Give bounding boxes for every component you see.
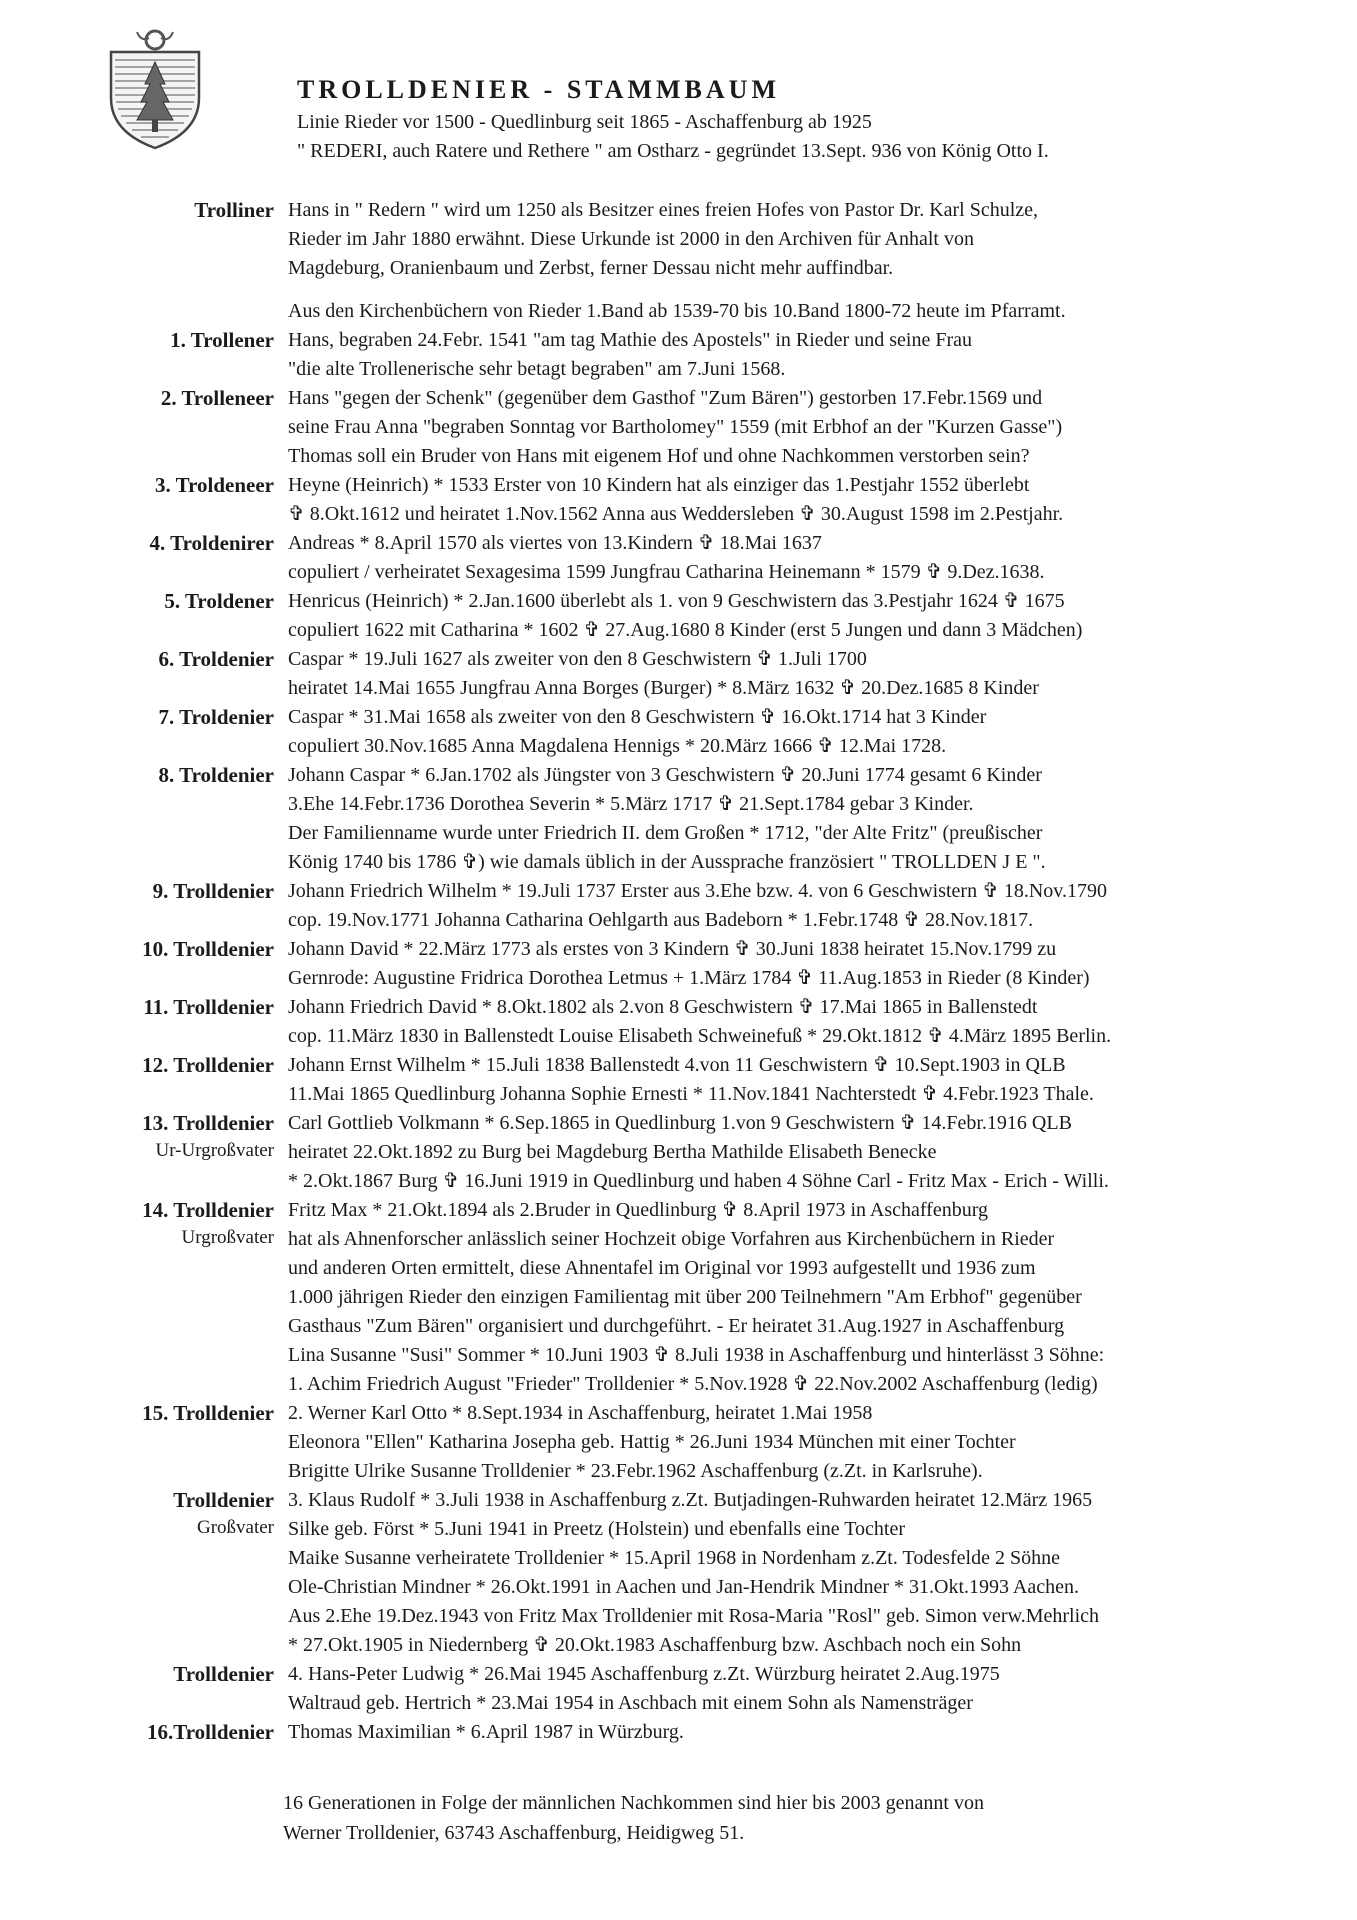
generation-role: Großvater bbox=[196, 1517, 274, 1538]
entry-line: Magdeburg, Oranienbaum und Zerbst, ferner Dessau nicht mehr auffindbar. bbox=[288, 257, 894, 279]
entry-generation-3 bbox=[0, 471, 1357, 529]
entry-line: Thomas soll ein Bruder von Hans mit eigenem Hof und ohne Nachkommen verstorben sein? bbox=[288, 445, 1030, 467]
entry-generation-6 bbox=[0, 645, 1357, 703]
entry-line: * 2.Okt.1867 Burg ✞ 16.Juni 1919 in Quedlinburg und haben 4 Söhne Carl - Fritz Max - Erich - Willi. bbox=[288, 1170, 1109, 1192]
entry-line: Johann David * 22.März 1773 als erstes von 3 Kindern ✞ 30.Juni 1838 heiratet 15.Nov.1799 zu bbox=[288, 938, 1057, 960]
generation-label: 2. Trolleneer bbox=[160, 386, 274, 410]
entry-generation-5 bbox=[0, 587, 1357, 645]
subtitle-line: Linie Rieder vor 1500 - Quedlinburg seit 1865 - Aschaffenburg ab 1925 bbox=[297, 111, 872, 133]
document-header bbox=[297, 72, 1337, 166]
entry-line: Caspar * 19.Juli 1627 als zweiter von den 8 Geschwistern ✞ 1.Juli 1700 bbox=[288, 648, 867, 670]
entry-line: 3. Klaus Rudolf * 3.Juli 1938 in Aschaffenburg z.Zt. Butjadingen-Ruhwarden heiratet 12.März 1965 bbox=[288, 1489, 1093, 1511]
entry-generation-15-hans-peter bbox=[0, 1660, 1357, 1718]
entry-line: ✞ 8.Okt.1612 und heiratet 1.Nov.1562 Anna aus Weddersleben ✞ 30.August 1598 im 2.Pestjahr. bbox=[288, 503, 1064, 525]
generation-label: 7. Troldenier bbox=[158, 705, 274, 729]
entry-line: Henricus (Heinrich) * 2.Jan.1600 überlebt als 1. von 9 Geschwistern das 3.Pestjahr 1624 ✞ 1675 bbox=[288, 590, 1065, 612]
entry-line: Thomas Maximilian * 6.April 1987 in Würzburg. bbox=[288, 1721, 684, 1743]
generation-label: 11. Trolldenier bbox=[143, 995, 274, 1019]
entry-line: Eleonora "Ellen" Katharina Josepha geb. Hattig * 26.Juni 1934 München mit einer Tochter bbox=[288, 1431, 1016, 1453]
entry-generation-12 bbox=[0, 1051, 1357, 1109]
footer-line: 16 Generationen in Folge der männlichen Nachkommen sind hier bis 2003 genannt von bbox=[283, 1792, 984, 1814]
entry-generation-1 bbox=[0, 326, 1357, 384]
entry-line: copuliert / verheiratet Sexagesima 1599 Jungfrau Catharina Heinemann * 1579 ✞ 9.Dez.1638. bbox=[288, 561, 1045, 583]
page-title: TROLLDENIER - STAMMBAUM bbox=[297, 75, 780, 104]
entry-generation-9 bbox=[0, 877, 1357, 935]
entry-line: Brigitte Ulrike Susanne Trolldenier * 23.Febr.1962 Aschaffenburg (z.Zt. in Karlsruhe). bbox=[288, 1460, 983, 1482]
entry-generation-2 bbox=[0, 384, 1357, 471]
document-footer bbox=[283, 1788, 1333, 1848]
generation-label: 15. Trolldenier bbox=[142, 1401, 274, 1425]
entry-line: Fritz Max * 21.Okt.1894 als 2.Bruder in Quedlinburg ✞ 8.April 1973 in Aschaffenburg bbox=[288, 1199, 989, 1221]
entry-line: heiratet 22.Okt.1892 zu Burg bei Magdeburg Bertha Mathilde Elisabeth Benecke bbox=[288, 1141, 937, 1163]
entry-line: Johann Friedrich David * 8.Okt.1802 als 2.von 8 Geschwistern ✞ 17.Mai 1865 in Ballenstedt bbox=[288, 996, 1038, 1018]
generation-role: Urgroßvater bbox=[181, 1227, 274, 1248]
entry-trolliner bbox=[0, 196, 1357, 283]
entry-line: Heyne (Heinrich) * 1533 Erster von 10 Kindern hat als einziger das 1.Pestjahr 1552 überlebt bbox=[288, 474, 1030, 496]
entry-line: und anderen Orten ermittelt, diese Ahnentafel im Original vor 1993 aufgestellt und 1936 zum bbox=[288, 1257, 1036, 1279]
family-crest-icon bbox=[105, 28, 205, 150]
entry-generation-10 bbox=[0, 935, 1357, 993]
entry-line: Gasthaus "Zum Bären" organisiert und durchgeführt. - Er heiratet 31.Aug.1927 in Aschaffenburg bbox=[288, 1315, 1065, 1337]
generation-label: Trolliner bbox=[194, 198, 274, 222]
entry-line: "die alte Trollenerische sehr betagt begraben" am 7.Juni 1568. bbox=[288, 358, 786, 380]
family-tree-entries bbox=[0, 196, 1357, 1747]
entry-line: Waltraud geb. Hertrich * 23.Mai 1954 in Aschbach mit einem Sohn als Namensträger bbox=[288, 1692, 973, 1714]
generation-label: 10. Trolldenier bbox=[142, 937, 274, 961]
entry-line: Carl Gottlieb Volkmann * 6.Sep.1865 in Quedlinburg 1.von 9 Geschwistern ✞ 14.Febr.1916 QLB bbox=[288, 1112, 1072, 1134]
generation-label: 16.Trolldenier bbox=[147, 1720, 274, 1744]
entry-church-books bbox=[0, 297, 1357, 326]
generation-label: 3. Troldeneer bbox=[155, 473, 274, 497]
entry-line: Andreas * 8.April 1570 als viertes von 13.Kindern ✞ 18.Mai 1637 bbox=[288, 532, 822, 554]
entry-line: 2. Werner Karl Otto * 8.Sept.1934 in Aschaffenburg, heiratet 1.Mai 1958 bbox=[288, 1402, 873, 1424]
generation-label: 4. Troldenirer bbox=[149, 531, 274, 555]
entry-line: cop. 11.März 1830 in Ballenstedt Louise Elisabeth Schweinefuß * 29.Okt.1812 ✞ 4.März 1895 Berlin. bbox=[288, 1025, 1112, 1047]
entry-line: Gernrode: Augustine Fridrica Dorothea Letmus + 1.März 1784 ✞ 11.Aug.1853 in Rieder (8 Kinder) bbox=[288, 967, 1090, 989]
entry-line: 1.000 jährigen Rieder den einzigen Familientag mit über 200 Teilnehmern "Am Erbhof" gegenüber bbox=[288, 1286, 1082, 1308]
generation-label: 6. Troldenier bbox=[158, 647, 274, 671]
entry-line: Aus den Kirchenbüchern von Rieder 1.Band ab 1539-70 bis 10.Band 1800-72 heute im Pfarramt. bbox=[288, 300, 1066, 322]
subtitle-line: " REDERI, auch Ratere und Rethere " am Ostharz - gegründet 13.Sept. 936 von König Otto I. bbox=[297, 140, 1049, 162]
entry-line: 4. Hans-Peter Ludwig * 26.Mai 1945 Aschaffenburg z.Zt. Würzburg heiratet 2.Aug.1975 bbox=[288, 1663, 1000, 1685]
generation-label: 13. Trolldenier Ur-Urgroßvater bbox=[74, 1109, 274, 1164]
entry-generation-7 bbox=[0, 703, 1357, 761]
entry-line: Der Familienname wurde unter Friedrich II. dem Großen * 1712, "der Alte Fritz" (preußischer bbox=[288, 822, 1043, 844]
entry-line: Aus 2.Ehe 19.Dez.1943 von Fritz Max Trolldenier mit Rosa-Maria "Rosl" geb. Simon verw.Mehrlich bbox=[288, 1605, 1100, 1627]
entry-line: copuliert 30.Nov.1685 Anna Magdalena Hennigs * 20.März 1666 ✞ 12.Mai 1728. bbox=[288, 735, 947, 757]
generation-label: 8. Troldenier bbox=[158, 763, 274, 787]
entry-line: Johann Friedrich Wilhelm * 19.Juli 1737 Erster aus 3.Ehe bzw. 4. von 6 Geschwistern ✞ 18.Nov.1790 bbox=[288, 880, 1107, 902]
entry-generation-11 bbox=[0, 993, 1357, 1051]
entry-line: cop. 19.Nov.1771 Johanna Catharina Oehlgarth aus Badeborn * 1.Febr.1748 ✞ 28.Nov.1817. bbox=[288, 909, 1034, 931]
entry-line: 11.Mai 1865 Quedlinburg Johanna Sophie Ernesti * 11.Nov.1841 Nachterstedt ✞ 4.Febr.1923 Thale. bbox=[288, 1083, 1094, 1105]
entry-line: 1. Achim Friedrich August "Frieder" Trolldenier * 5.Nov.1928 ✞ 22.Nov.2002 Aschaffenburg (ledig) bbox=[288, 1373, 1098, 1395]
entry-generation-4 bbox=[0, 529, 1357, 587]
generation-role: Ur-Urgroßvater bbox=[155, 1140, 274, 1161]
entry-line: Rieder im Jahr 1880 erwähnt. Diese Urkunde ist 2000 in den Archiven für Anhalt von bbox=[288, 228, 974, 250]
entry-generation-15-grandfather bbox=[0, 1486, 1357, 1660]
footer-line: Werner Trolldenier, 63743 Aschaffenburg, Heidigweg 51. bbox=[283, 1822, 745, 1844]
generation-label: 5. Troldener bbox=[164, 589, 274, 613]
entry-line: seine Frau Anna "begraben Sonntag vor Bartholomey" 1559 (mit Erbhof an der "Kurzen Gasse") bbox=[288, 416, 1063, 438]
entry-line: 3.Ehe 14.Febr.1736 Dorothea Severin * 5.März 1717 ✞ 21.Sept.1784 gebar 3 Kinder. bbox=[288, 793, 974, 815]
generation-label: Trolldenier Großvater bbox=[74, 1486, 274, 1541]
generation-label: 9. Trolldenier bbox=[152, 879, 274, 903]
generation-label: 1. Trollener bbox=[170, 328, 274, 352]
entry-generation-8 bbox=[0, 761, 1357, 877]
entry-line: Maike Susanne verheiratete Trolldenier * 15.April 1968 in Nordenham z.Zt. Todesfelde 2 Söhne bbox=[288, 1547, 1060, 1569]
entry-line: Silke geb. Först * 5.Juni 1941 in Preetz (Holstein) und ebenfalls eine Tochter bbox=[288, 1518, 906, 1540]
entry-generation-14 bbox=[0, 1196, 1357, 1399]
entry-line: Hans in " Redern " wird um 1250 als Besitzer eines freien Hofes von Pastor Dr. Karl Schulze, bbox=[288, 199, 1039, 221]
entry-line: Ole-Christian Mindner * 26.Okt.1991 in Aachen und Jan-Hendrik Mindner * 31.Okt.1993 Aachen. bbox=[288, 1576, 1079, 1598]
entry-generation-15 bbox=[0, 1399, 1357, 1486]
entry-line: Caspar * 31.Mai 1658 als zweiter von den 8 Geschwistern ✞ 16.Okt.1714 hat 3 Kinder bbox=[288, 706, 987, 728]
entry-line: heiratet 14.Mai 1655 Jungfrau Anna Borges (Burger) * 8.März 1632 ✞ 20.Dez.1685 8 Kinder bbox=[288, 677, 1039, 699]
generation-label: Trolldenier bbox=[173, 1662, 274, 1686]
entry-line: copuliert 1622 mit Catharina * 1602 ✞ 27.Aug.1680 8 Kinder (erst 5 Jungen und dann 3 Mädchen) bbox=[288, 619, 1083, 641]
entry-line: Johann Caspar * 6.Jan.1702 als Jüngster von 3 Geschwistern ✞ 20.Juni 1774 gesamt 6 Kinder bbox=[288, 764, 1042, 786]
entry-line: König 1740 bis 1786 ✞) wie damals üblich in der Aussprache französiert " TROLLDEN J E ". bbox=[288, 851, 1046, 873]
entry-line: * 27.Okt.1905 in Niedernberg ✞ 20.Okt.1983 Aschaffenburg bzw. Aschbach noch ein Sohn bbox=[288, 1634, 1022, 1656]
entry-line: Lina Susanne "Susi" Sommer * 10.Juni 1903 ✞ 8.Juli 1938 in Aschaffenburg und hinterlässt 3 Söhne: bbox=[288, 1344, 1105, 1366]
entry-generation-16 bbox=[0, 1718, 1357, 1747]
generation-label: 14. Trolldenier Urgroßvater bbox=[74, 1196, 274, 1251]
entry-line: Hans, begraben 24.Febr. 1541 "am tag Mathie des Apostels" in Rieder und seine Frau bbox=[288, 329, 972, 351]
entry-line: Hans "gegen der Schenk" (gegenüber dem Gasthof "Zum Bären") gestorben 17.Febr.1569 und bbox=[288, 387, 1043, 409]
entry-generation-13 bbox=[0, 1109, 1357, 1196]
entry-line: Johann Ernst Wilhelm * 15.Juli 1838 Ballenstedt 4.von 11 Geschwistern ✞ 10.Sept.1903 in QLB bbox=[288, 1054, 1066, 1076]
generation-label: 12. Trolldenier bbox=[142, 1053, 274, 1077]
entry-line: hat als Ahnenforscher anlässlich seiner Hochzeit obige Vorfahren aus Kirchenbüchern in Rieder bbox=[288, 1228, 1055, 1250]
